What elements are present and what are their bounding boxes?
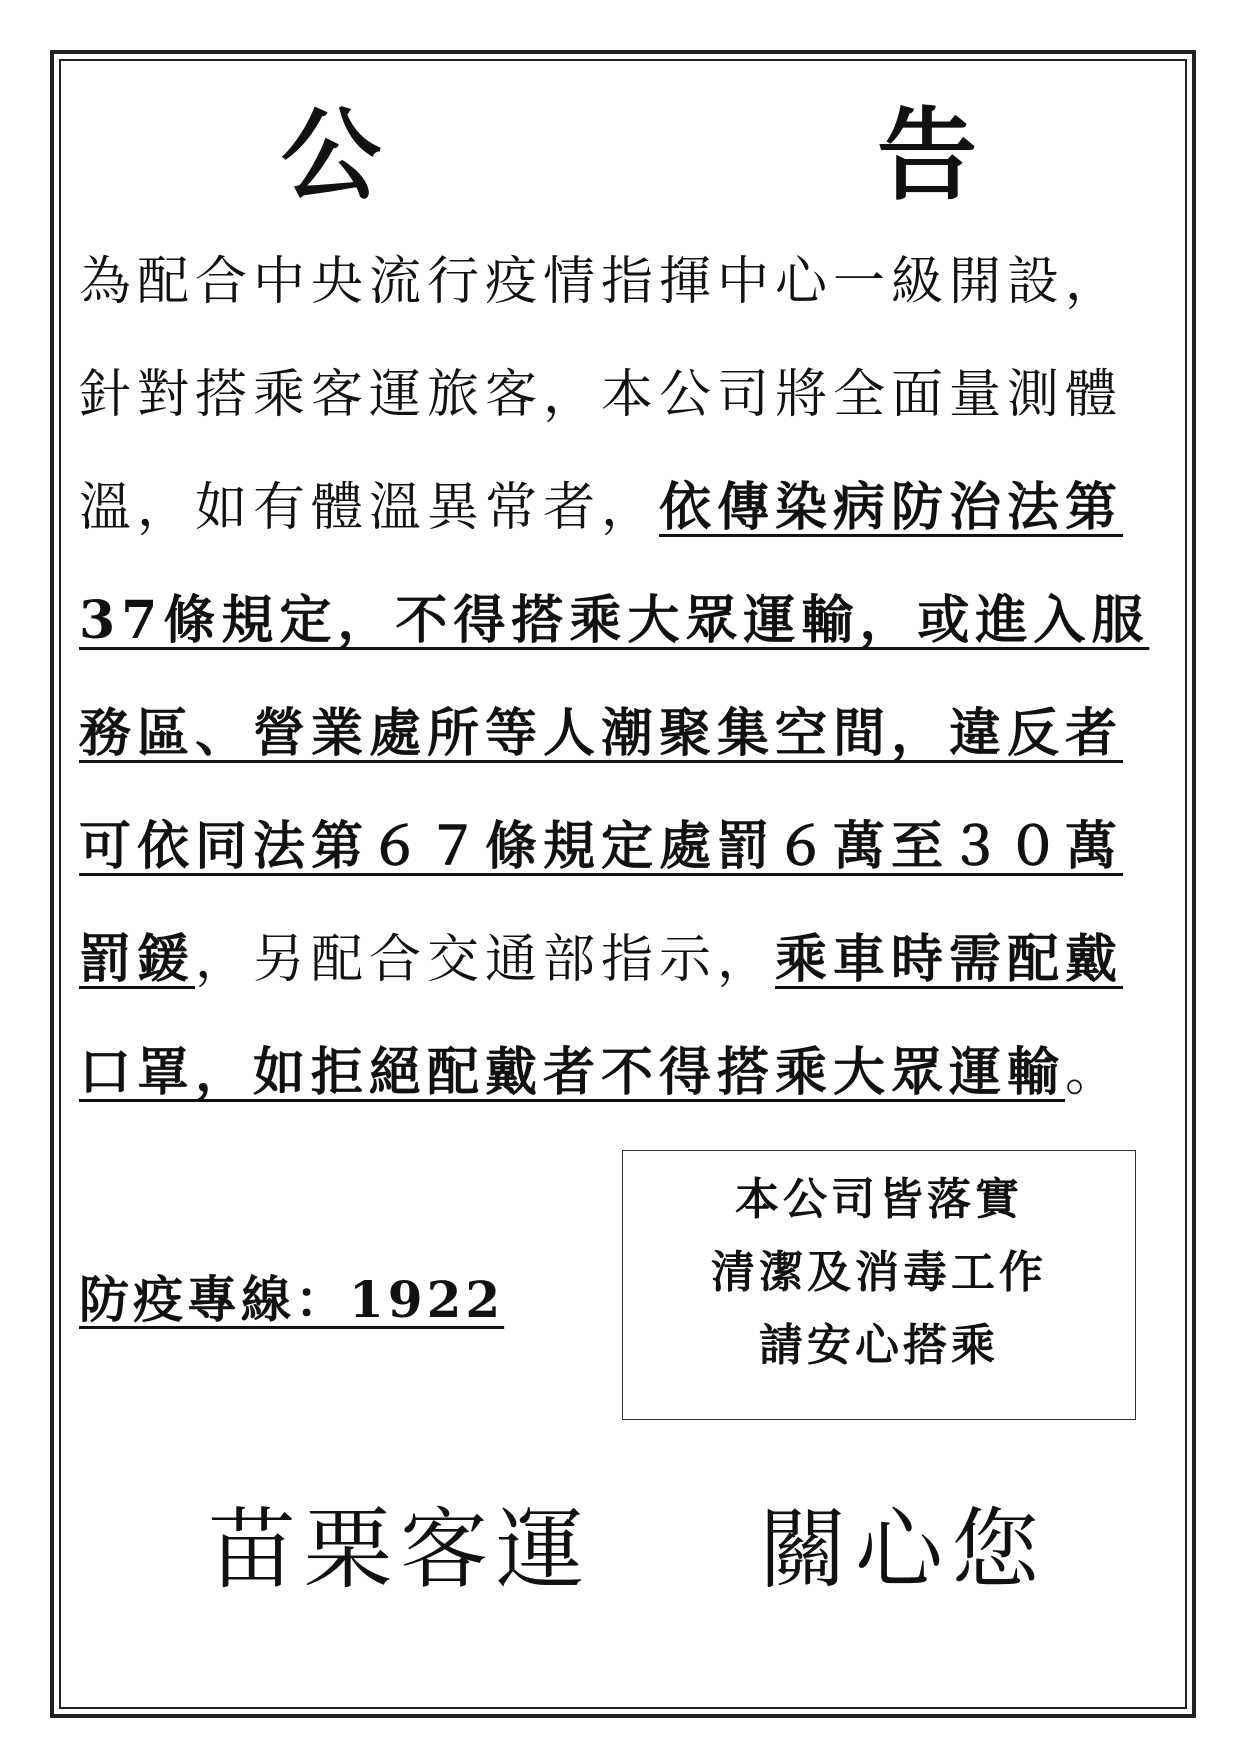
body-line-8 xyxy=(79,1041,1159,1105)
body-emphasis-text: 務區、營業處所等人潮聚集空間，違反者 xyxy=(79,703,1124,764)
body-emphasis-text: 可依同法第６７條規定處罰６萬至３０萬 xyxy=(79,816,1124,877)
body-emphasis-text: 37條規定，不得搭乘大眾運輸，或進入服 xyxy=(79,590,1150,651)
body-text: 針對搭乘客運旅客，本公司將全面量測體 xyxy=(79,365,1124,425)
body-text: 溫，如有體溫異常者， xyxy=(79,478,660,538)
box-line: 請安心搭乘 xyxy=(759,1320,999,1371)
box-line: 清潔及消毒工作 xyxy=(711,1247,1047,1298)
notice-title-right: 告 xyxy=(877,96,977,214)
footer-company-name: 苗栗客運 xyxy=(208,1498,593,1601)
body-text: ，另配合交通部指示， xyxy=(195,930,776,990)
body-emphasis-text: 乘車時需配戴 xyxy=(775,929,1124,990)
hotline-text: 防疫專線：1922 xyxy=(79,1270,505,1329)
notice-title-left: 公 xyxy=(281,96,381,214)
body-emphasis-text: 罰鍰 xyxy=(79,929,196,990)
body-text: 為配合中央流行疫情指揮中心一級開設， xyxy=(79,252,1124,312)
body-line-7 xyxy=(79,928,1159,992)
body-line-3 xyxy=(79,476,1159,540)
body-line-4 xyxy=(79,589,1159,653)
body-line-1 xyxy=(79,250,1159,314)
body-text: 。 xyxy=(1065,1043,1124,1103)
disinfection-notice-box xyxy=(622,1150,1136,1420)
body-line-6 xyxy=(79,815,1159,879)
body-line-5 xyxy=(79,702,1159,766)
body-line-2 xyxy=(79,363,1159,427)
footer-message: 關心您 xyxy=(759,1498,1048,1601)
body-emphasis-text: 口罩，如拒絕配戴者不得搭乘大眾運輸 xyxy=(79,1042,1066,1103)
body-emphasis-text: 依傳染病防治法第 xyxy=(659,477,1124,538)
box-line: 本公司皆落實 xyxy=(735,1174,1023,1225)
